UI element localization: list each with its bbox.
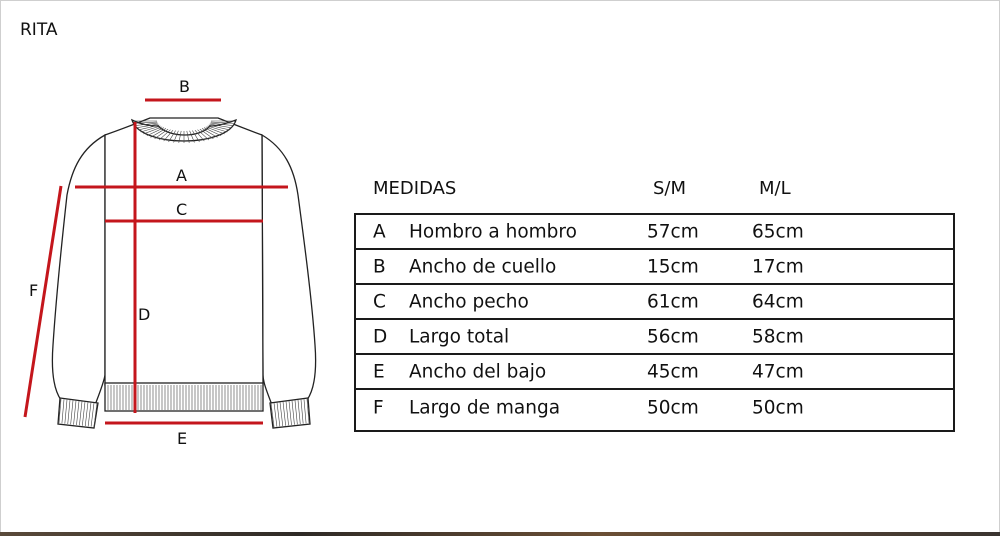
row-letter: A	[373, 221, 386, 243]
row-measurement-name: Ancho de cuello	[409, 256, 557, 278]
table-row	[356, 250, 953, 285]
row-value-sm: 15cm	[647, 256, 699, 278]
right-sleeve	[262, 135, 316, 405]
label-f: F	[29, 281, 39, 300]
label-d: D	[138, 305, 151, 324]
product-name: RITA	[20, 20, 58, 40]
column-header-ml: M/L	[759, 178, 791, 199]
row-letter: B	[373, 256, 386, 278]
row-measurement-name: Ancho del bajo	[409, 361, 547, 383]
row-letter: C	[373, 291, 386, 313]
sweater-measurement-diagram	[0, 0, 340, 470]
row-measurement-name: Largo total	[409, 326, 510, 348]
row-value-ml: 64cm	[752, 291, 804, 313]
size-table	[354, 213, 955, 432]
table-title: MEDIDAS	[373, 178, 457, 199]
table-row	[356, 215, 953, 250]
row-value-ml: 58cm	[752, 326, 804, 348]
row-value-sm: 61cm	[647, 291, 699, 313]
row-value-ml: 47cm	[752, 361, 804, 383]
left-sleeve	[52, 135, 105, 405]
sweater-drawing	[52, 118, 315, 428]
row-value-ml: 65cm	[752, 221, 804, 243]
table-row	[356, 320, 953, 355]
row-letter: D	[373, 326, 388, 348]
row-measurement-name: Hombro a hombro	[409, 221, 577, 243]
row-value-ml: 17cm	[752, 256, 804, 278]
table-row	[356, 285, 953, 320]
label-e: E	[177, 429, 188, 448]
table-row	[356, 355, 953, 390]
row-letter: F	[373, 397, 384, 419]
bottom-edge-strip	[0, 532, 1000, 536]
sweater-body	[105, 118, 263, 385]
row-value-sm: 45cm	[647, 361, 699, 383]
label-b: B	[179, 77, 190, 96]
row-value-sm: 56cm	[647, 326, 699, 348]
table-row	[356, 390, 953, 425]
row-measurement-name: Ancho pecho	[409, 291, 529, 313]
label-c: C	[176, 200, 188, 219]
row-value-sm: 50cm	[647, 397, 699, 419]
label-a: A	[176, 166, 187, 185]
row-letter: E	[373, 361, 385, 383]
row-value-sm: 57cm	[647, 221, 699, 243]
row-measurement-name: Largo de manga	[409, 397, 561, 419]
column-header-sm: S/M	[653, 178, 687, 199]
row-value-ml: 50cm	[752, 397, 804, 419]
